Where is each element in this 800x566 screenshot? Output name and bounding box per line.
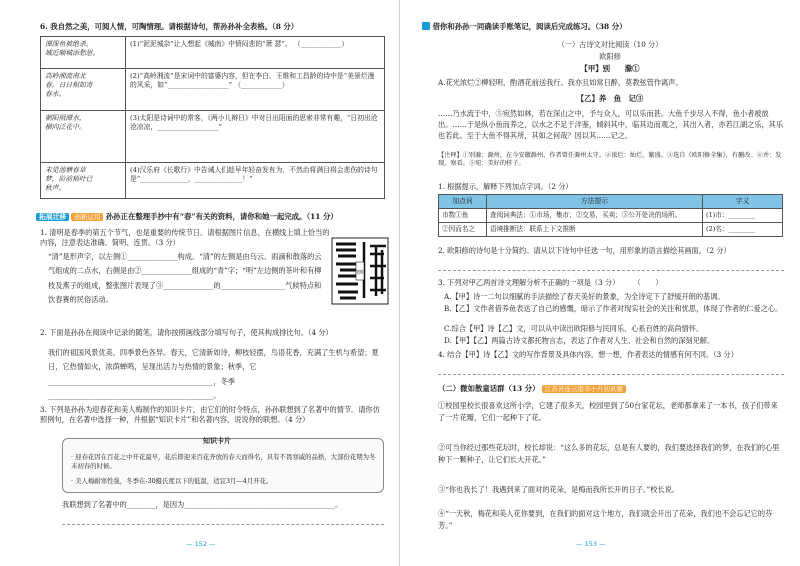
q3-title: 3. 下列是孙孙为迎春花和美人梅制作的知识卡片，由它们的时令特点，孙孙联想到了名著中的情节。请你仿照例句，在名著中选择一种，并根据“知识卡片”和名著内容，说说你的联想。（4 分） — [40, 405, 380, 424]
right-page — [400, 0, 800, 566]
card-line-2: · 美人梅耐寒性强，冬季在-30摄氏度以下的低温，适宜3月—4月开花。 — [71, 477, 273, 485]
poem-text: 高岭湘流南北 春。日日相如寄 春水。 — [45, 72, 93, 99]
poem-cell-4 — [41, 163, 126, 199]
note-text: (2)“高岭湘流”是宋词中的富婆内容，但在李白、王维和工昌龄的诗中是“美景烂漫的风采，如“__________________” — [130, 72, 375, 90]
seal-label: 清明 — [354, 270, 366, 276]
q1-right-title: 1. 根据提示，解释下列加点字词。（2 分） — [438, 182, 573, 191]
note-cell-3 — [126, 111, 385, 163]
q2-right-title: 2. 欧阳修的诗句是十分简约。请从以下诗句中任选一句，用形象的语言描绘其画面。（2 分） — [438, 246, 731, 255]
q3-right-title: 3. 下列对甲乙两首诗文理解分析不正确的一项是（3 分） （ ） — [438, 278, 663, 287]
knowledge-card — [62, 438, 384, 493]
card-title: 知识卡片 — [203, 437, 231, 445]
q2-body[interactable]: 我们的祖国风景优美，四季景色各异。春天，它清新如诗，柳枝轻摆，鸟语花香，充满了生机与希望；夏日，它热情如火，浓荫蝉鸣，呈现出活力与热情的景象；秋季，它______________________________________________，冬季______________________________________________。 — [48, 348, 379, 401]
answer-blank[interactable]: （____________） — [234, 81, 289, 90]
right-intro — [422, 22, 627, 32]
note-text: (4)汉乐府《长歌行》中告诫人们趁早年轻奋发有为，不然治将满目将会悲伤的诗句是“______________，______________！” — [130, 166, 378, 184]
q1-body[interactable]: “清”是形声字，以左侧①______________构成。“清”的左侧是由乌云、雨滴和散落的云气组成的二点水，右侧是由②______________组成的“青”字；“明”左边侧的茶叶和有柳枝及燕子的组成，整张图片表现了③______________的__________________气候特点和饮春赛的民俗活动。 — [48, 252, 322, 305]
poem-text: 朝阳照潭水， 横向泛花中。 — [45, 114, 86, 132]
note-cell-1 — [126, 37, 385, 69]
section-intro: 孙孙正在整理手抄中有“春”有关的资料，请你和她一起完成。（11 分） — [105, 212, 338, 221]
method-ans-1[interactable]: (1)市：________ — [703, 209, 783, 223]
poem-a-title: 【甲】别 滁① — [580, 64, 640, 73]
poem-cell-1 — [41, 37, 126, 69]
q6-title: 6. 我自然之美，可阅人情，可陶情理。请根据诗句，帮孙孙补全表格。（8 分） — [40, 22, 299, 31]
answer-line[interactable] — [438, 270, 784, 271]
sub2-title: （二）微如散童话群（13 分） — [438, 384, 540, 393]
note-cell-4 — [126, 163, 385, 199]
page-number-right: — 153 — — [576, 540, 606, 548]
poem-text: 未觉池塘春草 梦，阶前梧叶已 秋声。 — [45, 166, 93, 193]
method-header-hint: 方法提示 — [487, 195, 703, 209]
poem-table — [40, 36, 385, 199]
sub2-tag: 江苏省连云港市小升初真题 — [542, 385, 626, 393]
q3-answer[interactable]: 我联想到了名著中的________，是因为__________________________________________。 — [62, 500, 343, 509]
qingming-seal-icon — [330, 236, 390, 306]
answer-blank[interactable]: （____________） — [293, 40, 349, 48]
section-intro-text: 借你和孙孙一同确读手账笔记，阅读后完成练习。（38 分） — [432, 22, 627, 31]
section-header — [36, 212, 338, 222]
q3-option-d[interactable]: D.【甲】【乙】两篇古诗文都托物言志，表达了作者对人生、社会和自然的深刻见解。 — [444, 336, 715, 345]
q4-right-title: 4. 结合【甲】诗【乙】文的写作背景及具体内容，想一想，作者表达的情感有何不同。（3 分） — [438, 350, 738, 359]
sub1-title: （一）古诗文对比阅读（10 分） — [557, 40, 663, 49]
method-ans-2[interactable]: (2)名：________ — [703, 223, 783, 237]
q3-option-b[interactable]: B.【乙】文作者借养鱼表达了自己的感慨，暗示了作者对现实社会的关注和忧思，体现了作者的仁爱之心。 — [444, 304, 783, 313]
q2-title: 2. 下面是孙孙在阅读中记录的随笔，请你按照画线部分填写句子，使其构成排比句。（4 分） — [40, 328, 333, 337]
q1-title: 1. 清明是春季的第五个节气，也是重要的传统节日。请根据图片信息，在横线上填上恰当的内容，注意表达准确、简明、连贯。（3 分） — [40, 228, 330, 247]
author: 欧阳修 — [599, 52, 621, 61]
section-square-icon — [422, 22, 430, 30]
section-banner: 拓展迁移 — [36, 213, 69, 221]
page-number-left: — 152 — — [186, 540, 216, 548]
story-p2: ②可当你经过那些花坛时，校长却说：“这么多的花坛，总是有人要的，我们要选择我们的梦，在我们的心里种下一颗种子，让它们长大开花。” — [438, 443, 780, 464]
poem-cell-2 — [41, 69, 126, 111]
poem-cell-3 — [41, 111, 126, 163]
answer-line[interactable] — [438, 374, 784, 375]
note-cell-2 — [126, 69, 385, 111]
method-table — [438, 194, 783, 237]
story-p1: ①校园里校长很喜欢这所小学，它建了很多天，校园里到了50台家花坛，老师都拿来了一本书，孩子们带来了一片花瓣，它们一起种下了花。 — [438, 401, 778, 422]
notes: 【注释】①别滁：滁州，在今安徽滁州，作者曾任滁州太守。②浓烂：灿烂，繁盛。③选自《欧阳修全集》，有删改。④并：发现，察看。⑤宛：美好的样子。 — [438, 152, 782, 168]
prose-b: ……乃水流于中，⑤宛然如林，若在深山之中，予与众人，可以乐而甚。大鱼千步尽入不得，鱼小者被放出。……于是纵小鱼而养之，以水之不足于泮鉴，倾斜其中，临其边而观之，其出入者，亦若江湖之乐，其乐也若此。至于大鱼不得其所，其如之何哉？因以其……记之。 — [438, 109, 784, 141]
method-hint-2: 语境推断法：联系上下文推断 — [487, 223, 703, 237]
prose-b-title: 【乙】养 鱼 记③ — [576, 94, 644, 103]
card-line-1: · 迎春花因在百花之中开花最早，花后即迎来百花齐放的春天而得名，具有不畏寒威的品格，大部份花期为冬末初春的时候。 — [71, 453, 376, 470]
note-text: (3)太阳是诗词中的常客，《两小儿辩日》中对日出阳面的思索非常有趣，“日初出沧沧凉凉，__________________” — [130, 114, 378, 132]
story-p3: ③“你也我长了！我遇到来了面对的花朵，是梅而我所长开的日子。”校长说。 — [438, 485, 679, 494]
note-text: (1)“泥泥城杂”让人想起《城南》中愤闷悲的“萧 瑟”。 — [130, 40, 292, 48]
method-header-word: 加点词 — [439, 195, 487, 209]
method-header-ans: 字义 — [703, 195, 783, 209]
q3-option-a[interactable]: A.【甲】诗一二句以细腻的手法描绘了春天美好的景象，为全诗定下了舒缓开朗的基调。 — [444, 292, 725, 301]
answer-line[interactable] — [62, 524, 384, 525]
method-word-1: 市数①鱼 — [439, 209, 487, 223]
poem-text: 潭深鱼被绝杀。 城近颇城添愁思。 — [45, 40, 100, 58]
q3-option-c[interactable]: C.综合【甲】诗【乙】文，可以从中读出欧阳修与民同乐、心系百姓的高尚情怀。 — [444, 324, 704, 333]
method-hint-1: 查阅词典法：①市场，集市；②交易，买卖；③公开处决的场所。 — [487, 209, 703, 223]
section-sub-badge: 创新运用 — [71, 213, 103, 221]
method-word-2: ②因而名之 — [439, 223, 487, 237]
poem-a: A.花光浓烂②柳轻明，酌酒花前送我行。我亦且如常日醉，莫教弦管作离声。 — [438, 78, 683, 87]
sub2-header — [438, 384, 626, 394]
story-p4: ④“一天秋，梅花和美人花你要到，在我们的面对这个地方，我们就会开出了花朵，我们也不会忘记它的芬芳。” — [438, 509, 773, 530]
